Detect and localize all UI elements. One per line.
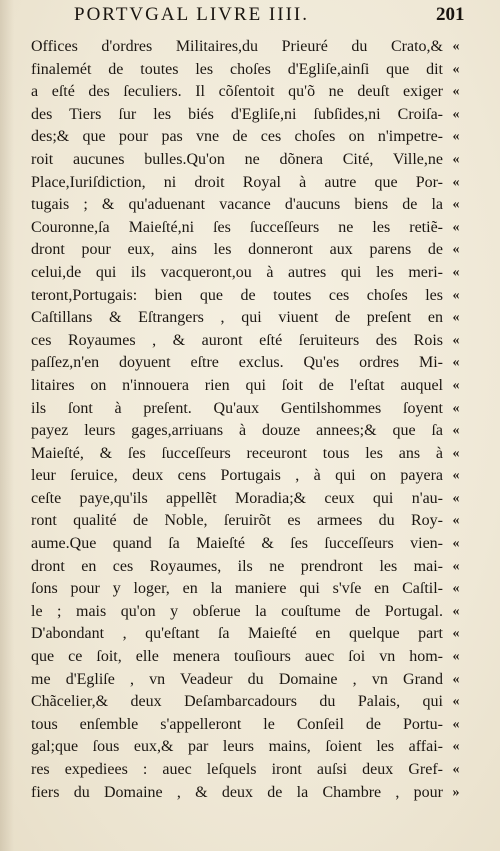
text-line: des Tiers ſur les biés d'Egliſe,ni ſubſides,ni Croiſa- xyxy=(31,105,443,123)
text-line: dront pour eux, ains les donneront aux parens de xyxy=(31,241,443,259)
text-line: ceſte paye,qu'ils appellẽt Moradia;& ceux qui n'au- xyxy=(31,489,443,507)
text-line: res expediees : auec leſquels iront auſsi deux Gref- xyxy=(31,761,443,778)
margin-quote-mark: « xyxy=(452,287,460,303)
margin-quote-mark: « xyxy=(452,581,460,597)
margin-quote-mark: « xyxy=(452,626,460,642)
margin-quote-mark: « xyxy=(452,197,460,213)
text-line: tugais ; & qu'aduenant vacance d'aucuns biens de la xyxy=(31,196,443,214)
text-line: litaires on n'innouera rien qui ſoit de l'eſtat auquel xyxy=(31,376,443,394)
text-line: celui,de qui ils vacqueront,ou à autres qui les meri- xyxy=(31,263,443,281)
margin-quote-mark: « xyxy=(452,468,460,484)
margin-quote-mark: » xyxy=(452,784,460,800)
page-header xyxy=(0,4,500,32)
margin-quote-mark: « xyxy=(452,694,460,710)
text-line: dront en ces Royaumes, ils ne prendront les mai- xyxy=(31,557,443,575)
margin-quote-mark: « xyxy=(452,558,460,574)
margin-quote-mark: « xyxy=(452,649,460,665)
text-line: des;& que pour pas vne de ces choſes on n'impetre- xyxy=(31,128,443,146)
text-line: le ; mais qu'on y obſerue la couſtume de Portugal. xyxy=(31,602,443,620)
text-line: me d'Egliſe , vn Veadeur du Domaine , vn Grand xyxy=(31,670,443,688)
margin-quote-mark: « xyxy=(452,84,460,100)
margin-quote-marks xyxy=(446,36,466,804)
margin-quote-mark: « xyxy=(452,513,460,529)
text-line: Caſtillans & Eſtrangers , qui viuent de preſent en xyxy=(31,309,443,327)
margin-quote-mark: « xyxy=(452,332,460,348)
text-line: tous enſemble s'appelleront le Conſeil de Portu- xyxy=(31,715,443,733)
margin-quote-mark: « xyxy=(452,355,460,371)
text-line: que ce ſoit, elle menera touſiours auec ſoi vn hom- xyxy=(31,648,443,666)
text-line: leur ſeruice, deux cens Portugais , à qui on payera xyxy=(31,467,443,485)
text-line: paſſez,n'en doyuent eſtre exclus. Qu'es ordres Mi- xyxy=(31,354,443,372)
margin-quote-mark: « xyxy=(452,445,460,461)
margin-quote-mark: « xyxy=(452,536,460,552)
margin-quote-mark: « xyxy=(452,39,460,54)
margin-quote-mark: « xyxy=(452,129,460,145)
text-line: roit aucunes bulles.Qu'on ne dõnera Cité, Ville,ne xyxy=(31,150,443,168)
margin-quote-mark: « xyxy=(452,671,460,687)
margin-quote-mark: « xyxy=(452,377,460,393)
margin-quote-mark: « xyxy=(452,716,460,732)
margin-quote-mark: « xyxy=(452,61,460,77)
text-line: a eſté des ſeculiers. Il cõſentoit qu'õ ne deuſt exiger xyxy=(31,83,443,101)
text-line: gal;que ſous eux,& par leurs mains, ſoient les affai- xyxy=(31,738,443,756)
text-line: fiers du Domaine , & deux de la Chambre , pour xyxy=(31,783,443,801)
margin-quote-mark: « xyxy=(452,762,460,777)
text-line: Place,Iuriſdiction, ni droit Royal à autre que Por- xyxy=(31,173,443,191)
text-line: ces Royaumes , & auront eſté ſeruiteurs des Rois xyxy=(31,331,443,349)
margin-quote-mark: « xyxy=(452,151,460,167)
margin-quote-mark: « xyxy=(452,739,460,755)
text-line: ils ſont à preſent. Qu'aux Gentilshommes ſoyent xyxy=(31,399,443,417)
text-line: Chãcelier,& deux Deſambarcadours du Palais, qui xyxy=(31,693,443,711)
margin-quote-mark: « xyxy=(452,106,460,122)
gutter-shadow xyxy=(0,0,14,851)
text-line: ſons pour y loger, en la maniere qui s'vſe en Caſtil- xyxy=(31,580,443,598)
margin-quote-mark: « xyxy=(452,264,460,280)
text-line: ront qualité de Noble, ſeruirõt es armees du Roy- xyxy=(31,512,443,530)
margin-quote-mark: « xyxy=(452,400,460,416)
margin-quote-mark: « xyxy=(452,310,460,326)
text-line: teront,Portugais: bien que de toutes ces choſes les xyxy=(31,286,443,304)
margin-quote-mark: « xyxy=(452,603,460,619)
body-text xyxy=(31,36,443,804)
text-line: Maieſté, & ſes ſucceſſeurs receuront tous les ans à xyxy=(31,444,443,462)
margin-quote-mark: « xyxy=(452,242,460,258)
margin-quote-mark: « xyxy=(452,219,460,235)
text-line: D'abondant , qu'eſtant ſa Maieſté en quelque part xyxy=(31,625,443,643)
margin-quote-mark: « xyxy=(452,490,460,506)
text-line: finalemét de toutes les choſes d'Egliſe,ainſi que dit xyxy=(31,60,443,78)
text-line: Couronne,ſa Maieſté,ni ſes ſucceſſeurs ne les retiẽ- xyxy=(31,218,443,236)
running-title: PORTVGAL LIVRE IIII. xyxy=(74,4,309,25)
text-line: Offices d'ordres Militaires,du Prieuré du Crato,& xyxy=(31,38,443,55)
margin-quote-mark: « xyxy=(452,423,460,439)
text-line: payez leurs gages,arriuans à douze annees;& que ſa xyxy=(31,422,443,440)
text-line: aume.Que quand ſa Maieſté & ſes ſucceſſeurs vien- xyxy=(31,535,443,553)
margin-quote-mark: « xyxy=(452,174,460,190)
page-number: 201 xyxy=(436,4,465,25)
